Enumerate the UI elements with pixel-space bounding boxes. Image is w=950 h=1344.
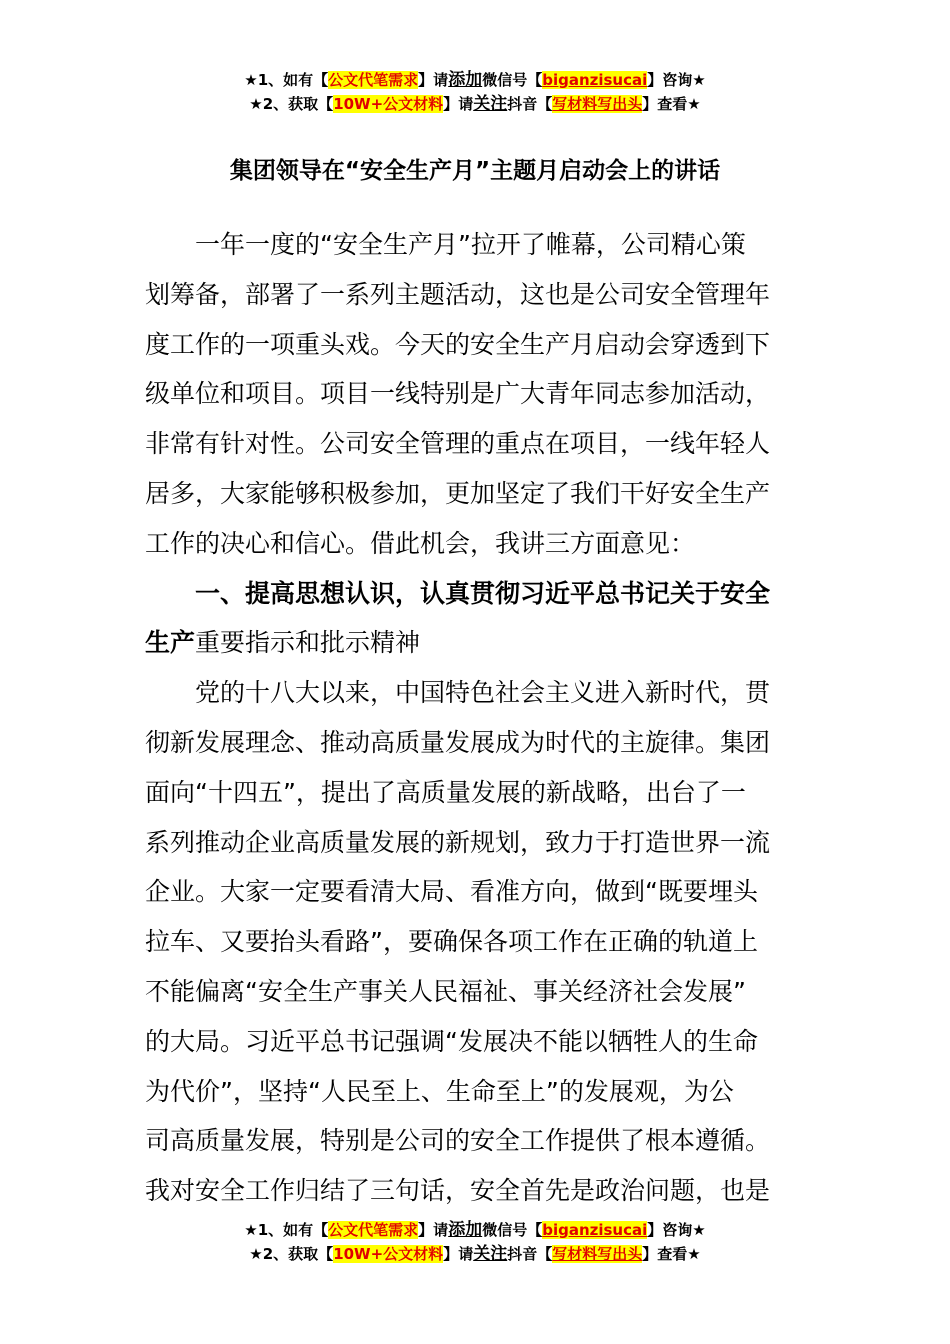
text-line: 面向“十四五”，提出了高质量发展的新战略，出台了一 [145,777,746,807]
text-line: 为代价”，坚持“人民至上、生命至上”的发展观，为公 [145,1076,734,1106]
document-body [145,220,815,1216]
text-line: 居多，大家能够积极参加，更加坚定了我们干好安全生产 [145,478,771,508]
text-line: 系列推动企业高质量发展的新规划，致力于打造世界一流 [145,827,771,857]
promo-line-1: ★1、如有【公文代笔需求】请添加微信号【biganzisucai】咨询★ [244,70,706,90]
paragraph-intro [145,220,815,569]
text-line: 拉车、又要抬头看路”，要确保各项工作在正确的轨道上 [145,927,758,957]
document-title: 集团领导在“安全生产月”主题月启动会上的讲话 [229,158,721,184]
text-line: 不能偏离“安全生产事关人民福祉、事关经济社会发展” [145,976,746,1006]
text-line: 工作的决心和信心。借此机会，我讲三方面意见： [145,528,696,558]
text-line: 的大局。习近平总书记强调“发展决不能以牺牲人的生命 [145,1026,758,1056]
section-heading-1: 一、提高思想认识，认真贯彻习近平总书记关于安全 [195,578,771,608]
section-heading-1-cont: 生产重要指示和批示精神 [145,628,421,658]
promo-banner-top [0,68,950,116]
text-line: 级单位和项目。项目一线特别是广大青年同志参加活动， [145,379,771,409]
text-line: 度工作的一项重头戏。今天的安全生产月启动会穿透到下 [145,329,771,359]
promo-banner-bottom [0,1218,950,1266]
text-line: 党的十八大以来，中国特色社会主义进入新时代，贯 [195,678,771,708]
promo-line-1: ★1、如有【公文代笔需求】请添加微信号【biganzisucai】咨询★ [244,1220,706,1240]
promo-line-2: ★2、获取【10W+公文材料】请关注抖音【写材料写出头】查看★ [249,1244,701,1264]
paragraph-section-1 [145,668,815,1216]
text-line: 我对安全工作归结了三句话，安全首先是政治问题，也是 [145,1176,771,1206]
promo-line-2: ★2、获取【10W+公文材料】请关注抖音【写材料写出头】查看★ [249,94,701,114]
text-line: 司高质量发展，特别是公司的安全工作提供了根本遵循。 [145,1126,771,1156]
text-line: 一年一度的“安全生产月”拉开了帷幕，公司精心策 [195,230,746,259]
text-line: 划筹备，部署了一系列主题活动，这也是公司安全管理年 [145,279,771,309]
text-line: 非常有针对性。公司安全管理的重点在项目，一线年轻人 [145,429,771,459]
text-line: 企业。大家一定要看清大局、看准方向，做到“既要埋头 [145,877,758,907]
text-line: 彻新发展理念、推动高质量发展成为时代的主旋律。集团 [145,727,771,757]
